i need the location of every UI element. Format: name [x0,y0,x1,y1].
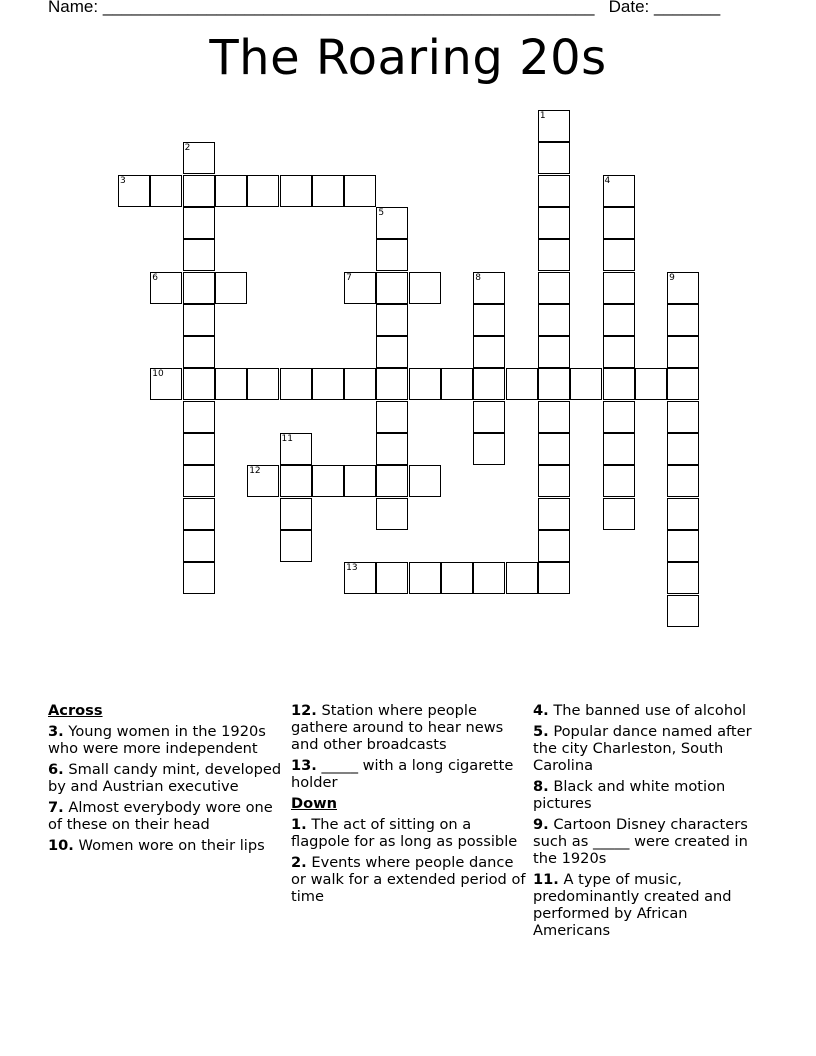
grid-cell[interactable] [376,401,408,433]
cell-number: 11 [281,434,293,444]
grid-cell[interactable] [473,336,505,368]
clue-down-5: 5. Popular dance named after the city Charleston, South Carolina [533,723,752,774]
grid-cell[interactable] [538,110,570,142]
grid-cell[interactable] [667,498,699,530]
name-label: Name: [48,0,99,16]
grid-cell[interactable] [603,336,635,368]
grid-cell[interactable] [183,336,215,368]
grid-cell[interactable] [183,562,215,594]
clue-column-1 [48,702,284,858]
clue-down-1: 1. The act of sitting on a flagpole for as long as possible [291,816,518,850]
grid-cell[interactable] [376,336,408,368]
grid-cell[interactable] [667,562,699,594]
clue-column-2 [291,702,527,909]
grid-cell[interactable] [667,401,699,433]
grid-cell[interactable] [344,272,376,304]
cell-number: 1 [539,111,546,121]
grid-cell[interactable] [409,368,441,400]
grid-cell[interactable] [376,304,408,336]
grid-cell[interactable] [603,207,635,239]
grid-cell[interactable] [280,368,312,400]
grid-cell[interactable] [376,498,408,530]
grid-cell[interactable] [538,142,570,174]
grid-cell[interactable] [603,239,635,271]
grid-cell[interactable] [376,465,408,497]
grid-cell[interactable] [538,465,570,497]
cell-number: 10 [152,369,164,380]
clue-down-9: 9. Cartoon Disney characters such as _____ were created in the 1920s [533,816,748,867]
grid-cell[interactable] [183,175,215,207]
grid-cell[interactable] [409,272,441,304]
grid-cell[interactable] [441,562,473,594]
grid-cell[interactable] [183,368,215,400]
clue-down-8: 8. Black and white motion pictures [533,778,726,812]
grid-cell[interactable] [667,272,699,304]
down-heading: Down [291,795,338,812]
cell-number: 6 [152,272,159,283]
grid-cell[interactable] [667,465,699,497]
grid-cell[interactable] [667,433,699,465]
cell-number: 9 [669,272,675,283]
clue-across-7: 7. Almost everybody wore one of these on their head [48,799,273,833]
cell-number: 12 [249,466,261,477]
grid-cell[interactable] [473,401,505,433]
clue-across-13: 13. _____ with a long cigarette holder [291,757,514,791]
grid-cell[interactable] [376,239,408,271]
grid-cell[interactable] [344,465,376,497]
grid-cell[interactable] [603,368,635,400]
grid-cell[interactable] [603,465,635,497]
grid-cell[interactable] [538,368,570,400]
grid-cell[interactable] [538,433,570,465]
grid-cell[interactable] [183,304,215,336]
clue-down-4: 4. The banned use of alcohol [533,702,747,719]
grid-cell[interactable] [344,175,376,207]
grid-cell[interactable] [183,401,215,433]
grid-cell[interactable] [473,304,505,336]
grid-cell[interactable] [215,368,247,400]
grid-cell[interactable] [247,175,279,207]
grid-cell[interactable] [280,498,312,530]
cell-number: 13 [346,563,358,574]
grid-cell[interactable] [312,465,344,497]
grid-cell[interactable] [635,368,667,400]
grid-cell[interactable] [538,272,570,304]
grid-cell[interactable] [215,272,247,304]
date-label: Date: [608,0,650,16]
grid-cell[interactable] [215,175,247,207]
grid-cell[interactable] [247,465,279,497]
grid-cell[interactable] [473,433,505,465]
clue-across-12: 12. Station where people gathere around to hear news and other broadcasts [291,702,504,753]
clue-across-3: 3. Young women in the 1920s who were more independent [48,723,266,757]
clue-down-2: 2. Events where people dance or walk for a extended period of time [291,854,526,905]
grid-cell[interactable] [150,368,182,400]
grid-cell[interactable] [376,207,408,239]
grid-cell[interactable] [183,239,215,271]
grid-cell[interactable] [409,562,441,594]
grid-cell[interactable] [280,465,312,497]
grid-cell[interactable] [506,368,538,400]
grid-cell[interactable] [538,175,570,207]
grid-cell[interactable] [312,175,344,207]
grid-cell[interactable] [603,433,635,465]
cell-number: 4 [604,175,611,186]
grid-cell[interactable] [183,433,215,465]
grid-cell[interactable] [538,530,570,562]
grid-cell[interactable] [667,368,699,400]
clue-column-3 [533,702,769,943]
cell-number: 3 [120,175,126,186]
grid-cell[interactable] [183,207,215,239]
grid-cell[interactable] [506,562,538,594]
grid-cell[interactable] [667,595,699,627]
grid-cell[interactable] [118,175,150,207]
grid-cell[interactable] [603,401,635,433]
grid-cell[interactable] [183,142,215,174]
grid-cell[interactable] [280,530,312,562]
grid-cell[interactable] [603,304,635,336]
clue-across-10: 10. Women wore on their lips [48,837,265,854]
grid-cell[interactable] [247,368,279,400]
grid-cell[interactable] [538,562,570,594]
name-field[interactable]: ____________________________________________________ [102,0,595,16]
grid-cell[interactable] [150,175,182,207]
grid-cell[interactable] [280,175,312,207]
grid-cell[interactable] [603,498,635,530]
grid-cell[interactable] [473,368,505,400]
grid-cell[interactable] [376,368,408,400]
grid-cell[interactable] [183,272,215,304]
grid-cell[interactable] [570,368,602,400]
clue-down-11: 11. A type of music, predominantly created and performed by African Americans [533,871,732,939]
cell-number: 7 [346,272,352,283]
grid-cell[interactable] [667,336,699,368]
cell-number: 2 [184,143,191,154]
date-field[interactable]: _______ [654,0,721,16]
grid-cell[interactable] [538,304,570,336]
page-title: The Roaring 20s [209,30,607,86]
grid-cell[interactable] [538,239,570,271]
grid-cell[interactable] [667,530,699,562]
grid-cell[interactable] [538,498,570,530]
grid-cell[interactable] [344,368,376,400]
grid-cell[interactable] [538,401,570,433]
cell-number: 8 [475,272,482,283]
grid-cell[interactable] [538,207,570,239]
grid-cell[interactable] [538,336,570,368]
grid-cell[interactable] [312,368,344,400]
grid-cell[interactable] [603,272,635,304]
grid-cell[interactable] [473,272,505,304]
across-heading: Across [48,702,103,719]
grid-cell[interactable] [409,465,441,497]
grid-cell[interactable] [183,498,215,530]
clue-across-6: 6. Small candy mint, developed by and Austrian executive [48,761,282,795]
grid-cell[interactable] [183,465,215,497]
grid-cell[interactable] [150,272,182,304]
grid-cell[interactable] [344,562,376,594]
grid-cell[interactable] [603,175,635,207]
cell-number: 5 [378,207,385,218]
grid-cell[interactable] [473,562,505,594]
grid-cell[interactable] [376,562,408,594]
grid-cell[interactable] [667,304,699,336]
grid-cell[interactable] [376,433,408,465]
grid-cell[interactable] [280,433,312,465]
header-row [48,0,748,17]
grid-cell[interactable] [183,530,215,562]
grid-cell[interactable] [376,272,408,304]
grid-cell[interactable] [441,368,473,400]
